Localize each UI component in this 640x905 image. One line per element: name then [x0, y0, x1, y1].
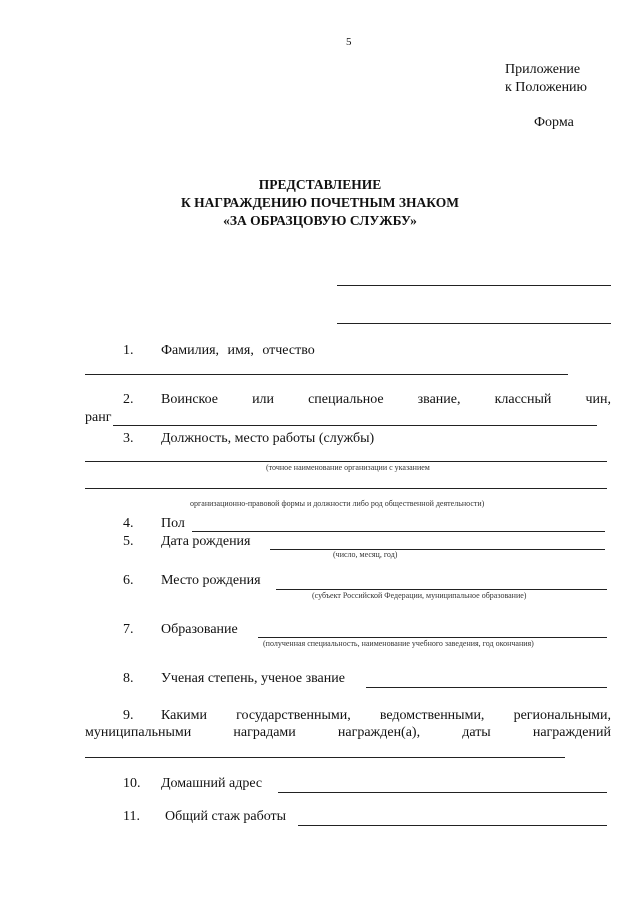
- field-9-word-6: наградами: [233, 725, 296, 740]
- field-5-label: Дата рождения: [161, 534, 251, 549]
- field-3-hint-1: (точное наименование организации с указанием: [266, 463, 430, 472]
- field-8-label: Ученая степень, ученое звание: [161, 671, 345, 686]
- title-line-3: «ЗА ОБРАЗЦОВУЮ СЛУЖБУ»: [223, 213, 417, 228]
- field-9-word-7: награжден(а),: [337, 725, 421, 740]
- field-4-number: 4.: [123, 516, 134, 531]
- field-1-number: 1.: [123, 343, 134, 358]
- form-label: Форма: [534, 115, 574, 130]
- field-10-line[interactable]: [278, 792, 607, 793]
- field-3-line-1[interactable]: [85, 461, 607, 462]
- field-2-word-3: специальное: [308, 392, 384, 407]
- field-3-label: Должность, место работы (службы): [161, 431, 375, 446]
- field-6-label: Место рождения: [161, 573, 261, 588]
- field-11-number: 11.: [123, 809, 140, 824]
- field-6-hint: (субъект Российской Федерации, муниципальное образование): [312, 591, 527, 600]
- field-7-hint: (полученная специальность, наименование учебного заведения, год окончания): [263, 639, 534, 648]
- appendix-line-2: к Положению: [505, 80, 588, 95]
- field-9-word-1: Какими: [161, 708, 208, 723]
- title-line-1: ПРЕДСТАВЛЕНИЕ: [258, 177, 382, 192]
- field-8-number: 8.: [123, 671, 134, 686]
- field-2-label: [161, 392, 611, 408]
- field-6-number: 6.: [123, 573, 134, 588]
- field-9-number: 9.: [123, 708, 134, 723]
- field-7-number: 7.: [123, 622, 134, 637]
- field-7-line[interactable]: [258, 637, 607, 638]
- field-11-line[interactable]: [298, 825, 607, 826]
- field-11-label: Общий стаж работы: [165, 809, 287, 824]
- field-2-word-2: или: [252, 392, 275, 407]
- field-9-word-2: государственными,: [236, 708, 351, 723]
- field-10-number: 10.: [123, 776, 141, 791]
- field-1-label: Фамилия, имя, отчество: [161, 343, 315, 358]
- blank-line-top-2[interactable]: [337, 323, 611, 324]
- field-9-word-4: региональными,: [513, 708, 611, 723]
- field-1-line[interactable]: [85, 374, 568, 375]
- field-3-number: 3.: [123, 431, 134, 446]
- field-9-line-1: [161, 708, 611, 724]
- field-2-word-4: звание,: [417, 392, 461, 407]
- blank-line-top-1[interactable]: [337, 285, 611, 286]
- field-3-line-2[interactable]: [85, 488, 607, 489]
- field-9-word-8: даты: [462, 725, 491, 740]
- field-2-word-1: Воинское: [161, 392, 219, 407]
- field-5-number: 5.: [123, 534, 134, 549]
- field-2-line[interactable]: [113, 425, 597, 426]
- field-4-label: Пол: [161, 516, 185, 531]
- field-10-label: Домашний адрес: [161, 776, 263, 791]
- field-2-number: 2.: [123, 392, 134, 407]
- field-9-word-5: муниципальными: [85, 725, 192, 740]
- field-5-line[interactable]: [270, 549, 605, 550]
- field-9-word-9: награждений: [532, 725, 611, 740]
- field-9-line[interactable]: [85, 757, 565, 758]
- field-7-label: Образование: [161, 622, 238, 637]
- appendix-line-1: Приложение: [505, 62, 581, 77]
- field-4-line[interactable]: [192, 531, 605, 532]
- field-2-word-6: чин,: [585, 392, 611, 407]
- page-number: 5: [346, 36, 352, 48]
- field-2-continuation: ранг: [85, 410, 112, 425]
- field-3-hint-2: организационно-правовой формы и должности либо род общественной деятельности): [190, 499, 485, 508]
- field-5-hint: (число, месяц, год): [333, 550, 398, 559]
- title-line-2: К НАГРАЖДЕНИЮ ПОЧЕТНЫМ ЗНАКОМ: [180, 195, 459, 210]
- field-9-line-2: [85, 725, 611, 741]
- field-9-word-3: ведомственными,: [379, 708, 485, 723]
- field-8-line[interactable]: [366, 687, 607, 688]
- field-2-word-5: классный: [494, 392, 552, 407]
- field-6-line[interactable]: [276, 589, 607, 590]
